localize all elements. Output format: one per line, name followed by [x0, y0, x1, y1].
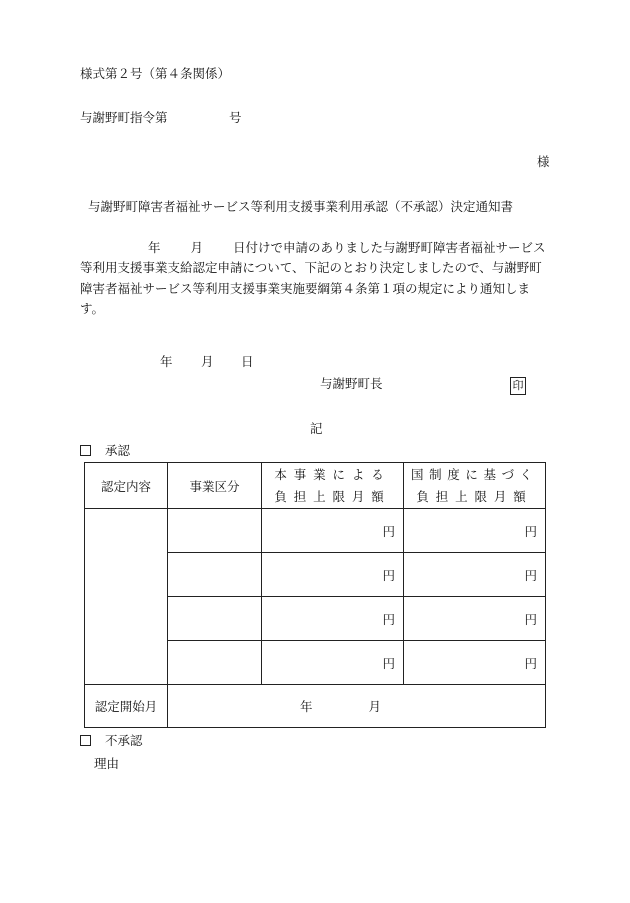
form-number: 様式第２号（第４条関係） — [80, 66, 231, 81]
directive-prefix: 与謝野町指令第 — [80, 110, 168, 125]
body-paragraph — [80, 238, 550, 319]
header-limit-town-line1: 本事業による — [274, 467, 391, 483]
category-cell[interactable] — [168, 553, 262, 597]
body-text: 日付けで申請のありました与謝野町障害者福祉サービス等利用支援事業支給認定申請について、下記のとおり決定しましたので、与謝野町障害者福祉サービス等利用支援事業実施要綱第４条第１項の規定により通知します。 — [80, 240, 546, 316]
national-limit-cell[interactable]: 円 — [404, 641, 546, 685]
header-limit-national — [404, 463, 546, 509]
issuer: 与謝野町長 — [320, 376, 383, 391]
reject-option[interactable] — [80, 735, 143, 748]
national-limit-cell[interactable]: 円 — [404, 597, 546, 641]
town-limit-cell[interactable]: 円 — [262, 597, 404, 641]
directive-suffix: 号 — [229, 110, 242, 125]
approve-checkbox[interactable] — [80, 445, 91, 456]
approval-table — [84, 462, 546, 728]
category-cell[interactable] — [168, 597, 262, 641]
date-year: 年 — [160, 354, 173, 369]
start-month-label: 認定開始月 — [85, 685, 168, 728]
header-limit-national-line2: 負担上限月額 — [416, 488, 533, 504]
national-limit-cell[interactable]: 円 — [404, 509, 546, 553]
header-limit-town-line2: 負担上限月額 — [274, 488, 391, 504]
date-day: 日 — [241, 354, 254, 369]
approve-option[interactable] — [80, 445, 130, 458]
header-limit-town — [262, 463, 404, 509]
seal-mark: 印 — [510, 377, 526, 395]
header-content: 認定内容 — [85, 463, 168, 509]
body-month: 月 — [190, 240, 204, 255]
recipient-suffix: 様 — [537, 154, 550, 169]
start-month: 月 — [368, 699, 382, 714]
start-year: 年 — [300, 699, 313, 714]
category-cell[interactable] — [168, 641, 262, 685]
document-title: 与謝野町障害者福祉サービス等利用支援事業利用承認（不承認）決定通知書 — [88, 199, 514, 214]
content-cell[interactable] — [85, 509, 168, 685]
table-header-row — [85, 463, 546, 509]
reject-label: 不承認 — [105, 733, 143, 748]
ki-heading: 記 — [310, 421, 323, 436]
category-cell[interactable] — [168, 509, 262, 553]
national-limit-cell[interactable]: 円 — [404, 553, 546, 597]
town-limit-cell[interactable]: 円 — [262, 509, 404, 553]
town-limit-cell[interactable]: 円 — [262, 553, 404, 597]
header-limit-national-line1: 国制度に基づく — [411, 467, 538, 483]
approve-label: 承認 — [105, 443, 131, 458]
start-month-value-cell[interactable] — [168, 685, 546, 728]
table-row — [85, 509, 546, 553]
town-limit-cell[interactable]: 円 — [262, 641, 404, 685]
date-month: 月 — [201, 354, 214, 369]
header-category: 事業区分 — [168, 463, 262, 509]
reject-reason-label: 理由 — [94, 756, 120, 771]
body-year: 年 — [148, 240, 161, 255]
start-month-row — [85, 685, 546, 728]
reject-checkbox[interactable] — [80, 735, 91, 746]
